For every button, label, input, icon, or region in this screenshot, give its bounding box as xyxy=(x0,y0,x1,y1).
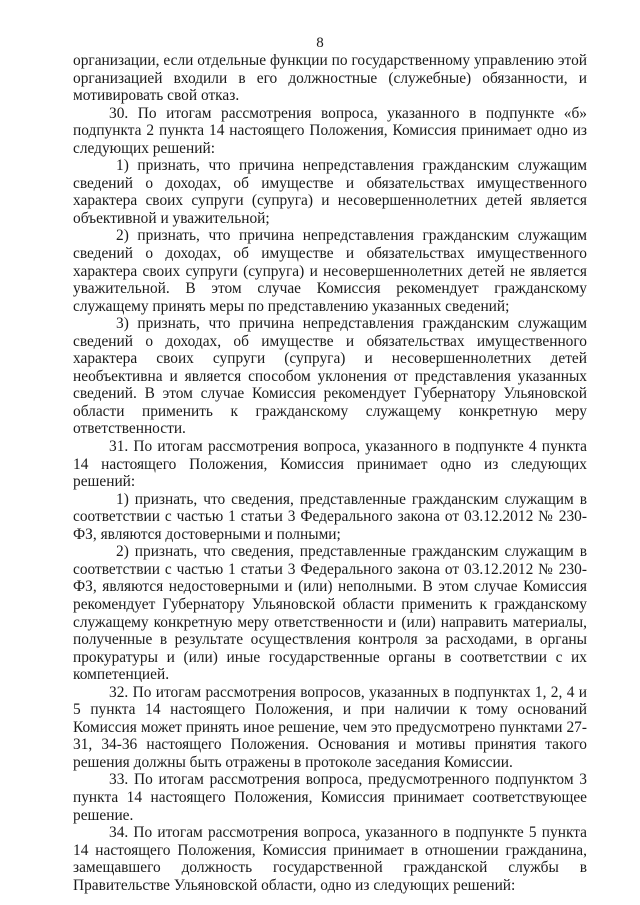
paragraph-continuation: организации, если отдельные функции по государственному управлению этой организацией входили в его должностные (служебные) обязанности, и мотивировать свой отказ. xyxy=(73,52,587,105)
paragraph-31-item-1: 1) признать, что сведения, представленные гражданским служащим в соответствии с частью 1 статьи 3 Федерального закона от 03.12.2012 № 230-ФЗ, являются достоверными и полными; xyxy=(73,490,587,543)
paragraph-34: 34. По итогам рассмотрения вопроса, указанного в подпункте 5 пункта 14 настоящего Положения, Комиссия принимает в отношении гражданина, замещавшего должность государственной гражданской службы в Правительстве Ульяновской области, одно из следующих решений: xyxy=(73,824,587,894)
paragraph-31: 31. По итогам рассмотрения вопроса, указанного в подпункте 4 пункта 14 настоящего Положения, Комиссия принимает одно из следующих решений: xyxy=(73,438,587,491)
page-number: 8 xyxy=(316,35,324,51)
paragraph-33: 33. По итогам рассмотрения вопроса, предусмотренного подпунктом 3 пункта 14 настоящего Положения, Комиссия принимает соответствующее решение. xyxy=(73,771,587,824)
paragraph-30-item-1: 1) признать, что причина непредставления гражданским служащим сведений о доходах, об имуществе и обязательствах имущественного характера своих супруги (супруга) и несовершеннолетних детей является объективной и уважительной; xyxy=(73,157,587,227)
paragraph-30: 30. По итогам рассмотрения вопроса, указанного в подпункте «б» подпункта 2 пункта 14 настоящего Положения, Комиссия принимает одно из следующих решений: xyxy=(73,104,587,157)
paragraph-30-item-3: 3) признать, что причина непредставления гражданским служащим сведений о доходах, об имуществе и обязательствах имущественного характера своих супруги (супруга) и несовершеннолетних детей необъективна и является способом уклонения от представления указанных сведений. В этом случае Комиссия рекомендует Губернатору Ульяновской области применить к гражданскому служащему конкретную меру ответственности. xyxy=(73,315,587,438)
document-body xyxy=(73,52,587,894)
paragraph-32: 32. По итогам рассмотрения вопросов, указанных в подпунктах 1, 2, 4 и 5 пункта 14 настоящего Положения, и при наличии к тому оснований Комиссия может принять иное решение, чем это предусмотрено пунктами 27-31, 34-36 настоящего Положения. Основания и мотивы принятия такого решения должны быть отражены в протоколе заседания Комиссии. xyxy=(73,683,587,771)
paragraph-30-item-2: 2) признать, что причина непредставления гражданским служащим сведений о доходах, об имуществе и обязательствах имущественного характера своих супруги (супруга) и несовершеннолетних детей не является уважительной. В этом случае Комиссия рекомендует гражданскому служащему принять меры по представлению указанных сведений; xyxy=(73,227,587,315)
paragraph-31-item-2: 2) признать, что сведения, представленные гражданским служащим в соответствии с частью 1 статьи 3 Федерального закона от 03.12.2012 № 230-ФЗ, являются недостоверными и (или) неполными. В этом случае Комиссия рекомендует Губернатору Ульяновской области применить к гражданскому служащему конкретную меру ответственности и (или) направить материалы, полученные в результате осуществления контроля за расходами, в органы прокуратуры и (или) иные государственные органы в соответствии с их компетенцией. xyxy=(73,543,587,684)
